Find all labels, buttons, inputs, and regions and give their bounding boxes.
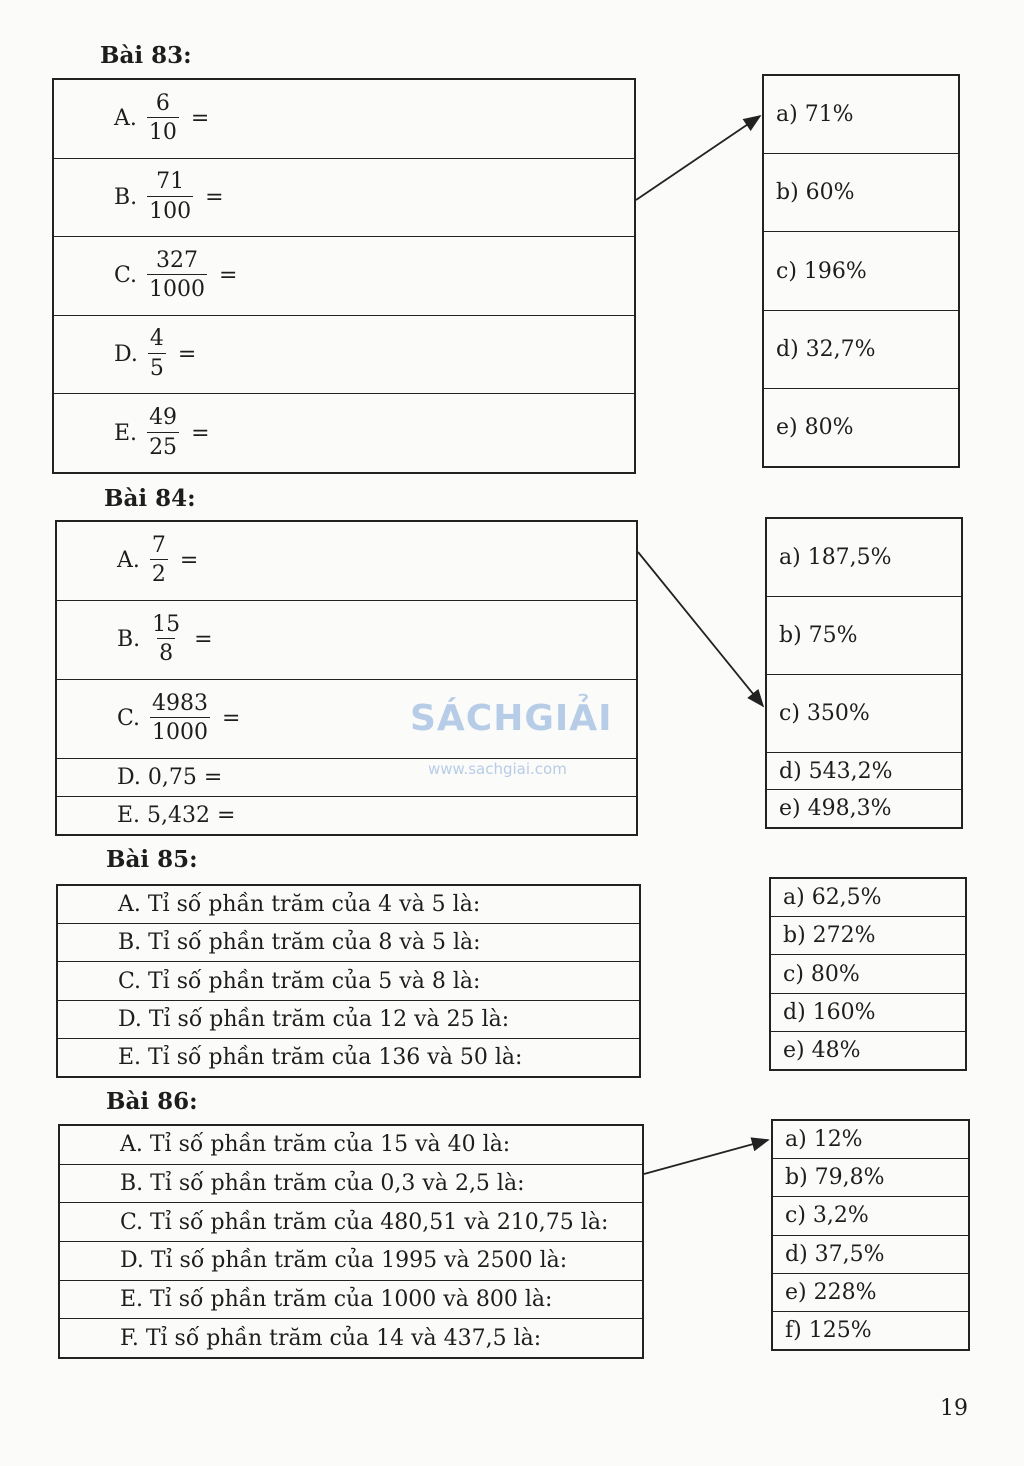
bai-85-left-table — [56, 884, 641, 1078]
denominator: 1000 — [147, 274, 207, 305]
bai-86-answer: a) 12% — [785, 1127, 863, 1153]
bai-85-answer: e) 48% — [771, 1031, 965, 1069]
numerator: 71 — [156, 169, 185, 195]
numerator: 6 — [155, 90, 170, 116]
equals-sign: = — [219, 263, 238, 289]
equals-sign: = — [194, 627, 213, 653]
bai-83-answer: c) 196% — [764, 231, 958, 309]
bai-85-question: E. Tỉ số phần trăm của 136 và 50 là: — [58, 1038, 639, 1076]
bai-83-left-row — [54, 236, 634, 315]
numerator: 327 — [156, 247, 199, 273]
bai-83-answer: b) 60% — [764, 153, 958, 231]
bai-85-question: C. Tỉ số phần trăm của 5 và 8 là: — [58, 961, 639, 999]
arrow-83-b-to-a — [636, 116, 760, 200]
watermark — [410, 690, 630, 780]
fraction — [147, 247, 207, 305]
bai-85-question: B. Tỉ số phần trăm của 8 và 5 là: — [58, 923, 639, 961]
denominator: 8 — [157, 638, 175, 669]
equals-sign: = — [222, 706, 241, 732]
bai-83-title: Bài 83: — [100, 42, 192, 69]
arrow-86-a-to-a — [644, 1140, 768, 1174]
equals-sign: = — [177, 342, 197, 368]
numerator: 49 — [149, 405, 178, 431]
bai-86-question: C. Tỉ số phần trăm của 480,51 và 210,75 là: — [60, 1202, 642, 1241]
numerator: 15 — [152, 611, 181, 637]
bai-84-left-table — [55, 520, 638, 836]
row-letter: E. — [114, 420, 138, 446]
bai-83-answer: d) 32,7% — [764, 310, 958, 388]
bai-85-title: Bài 85: — [106, 846, 198, 873]
watermark-url: www.sachgiai.com — [428, 760, 567, 778]
numerator: 4 — [149, 326, 164, 352]
row-letter: C. — [117, 706, 141, 732]
bai-84-title: Bài 84: — [104, 485, 196, 512]
bai-84-left-row — [57, 600, 636, 679]
bai-84-answer: e) 498,3% — [767, 789, 961, 827]
fraction — [147, 404, 179, 462]
bai-84-answer: a) 187,5% — [779, 544, 892, 570]
bai-83-left-row — [54, 158, 634, 237]
bai-85-question: A. Tỉ số phần trăm của 4 và 5 là: — [118, 892, 481, 918]
bai-85-answer: d) 160% — [771, 993, 965, 1031]
row-letter: B. — [117, 627, 141, 653]
bai-86-question: F. Tỉ số phần trăm của 14 và 437,5 là: — [60, 1318, 642, 1357]
fraction — [147, 168, 193, 226]
numerator: 7 — [151, 532, 166, 558]
bai-83-left-table — [52, 78, 636, 474]
arrow-84-a-to-c — [638, 552, 763, 706]
fraction — [150, 611, 182, 669]
row-letter: A. — [114, 106, 137, 132]
bai-86-question: B. Tỉ số phần trăm của 0,3 và 2,5 là: — [60, 1164, 642, 1203]
denominator: 100 — [147, 196, 193, 227]
row-text: D. 0,75 = — [117, 764, 223, 790]
denominator: 10 — [147, 117, 179, 148]
bai-84-answer: d) 543,2% — [767, 752, 961, 790]
fraction — [150, 690, 210, 748]
bai-86-answer: b) 79,8% — [773, 1158, 968, 1196]
bai-85-answer: a) 62,5% — [783, 885, 882, 911]
bai-83-answer: e) 80% — [764, 388, 958, 466]
page-number: 19 — [940, 1396, 968, 1421]
bai-86-left-table — [58, 1124, 644, 1359]
bai-84-answer: c) 350% — [767, 674, 961, 752]
denominator: 25 — [147, 432, 179, 463]
bai-83-answer: a) 71% — [776, 102, 854, 128]
row-letter: A. — [117, 548, 140, 574]
bai-86-answer: d) 37,5% — [773, 1235, 968, 1273]
bai-83-left-row — [54, 393, 634, 472]
bai-84-left-row — [57, 522, 636, 600]
bai-85-question: D. Tỉ số phần trăm của 12 và 25 là: — [58, 1000, 639, 1038]
denominator: 1000 — [150, 717, 210, 748]
fraction — [147, 90, 179, 148]
numerator: 4983 — [152, 690, 209, 716]
fraction — [148, 325, 166, 383]
bai-86-question: E. Tỉ số phần trăm của 1000 và 800 là: — [60, 1280, 642, 1319]
bai-86-answer: e) 228% — [773, 1273, 968, 1311]
row-text: E. 5,432 = — [117, 802, 236, 828]
denominator: 2 — [150, 559, 168, 590]
bai-84-left-row — [57, 796, 636, 834]
bai-86-answer: f) 125% — [773, 1311, 968, 1349]
equals-sign: = — [205, 184, 224, 210]
bai-85-right-table — [769, 877, 967, 1071]
bai-86-answer: c) 3,2% — [773, 1196, 968, 1234]
row-letter: D. — [114, 342, 138, 368]
bai-86-right-table — [771, 1119, 970, 1351]
equals-sign: = — [190, 106, 210, 132]
row-letter: B. — [114, 184, 138, 210]
bai-84-right-table — [765, 517, 963, 829]
bai-86-question: D. Tỉ số phần trăm của 1995 và 2500 là: — [60, 1241, 642, 1280]
bai-84-answer: b) 75% — [767, 596, 961, 674]
watermark-brand: SÁCHGIẢI — [410, 698, 613, 739]
fraction — [150, 532, 168, 590]
bai-86-question: A. Tỉ số phần trăm của 15 và 40 là: — [120, 1132, 511, 1158]
bai-86-title: Bài 86: — [106, 1088, 198, 1115]
bai-83-right-table — [762, 74, 960, 468]
equals-sign: = — [179, 548, 199, 574]
equals-sign: = — [191, 420, 210, 446]
row-letter: C. — [114, 263, 138, 289]
bai-85-answer: b) 272% — [771, 916, 965, 954]
bai-85-answer: c) 80% — [771, 954, 965, 992]
denominator: 5 — [148, 353, 166, 384]
bai-83-left-row — [54, 80, 634, 158]
bai-83-left-row — [54, 315, 634, 394]
